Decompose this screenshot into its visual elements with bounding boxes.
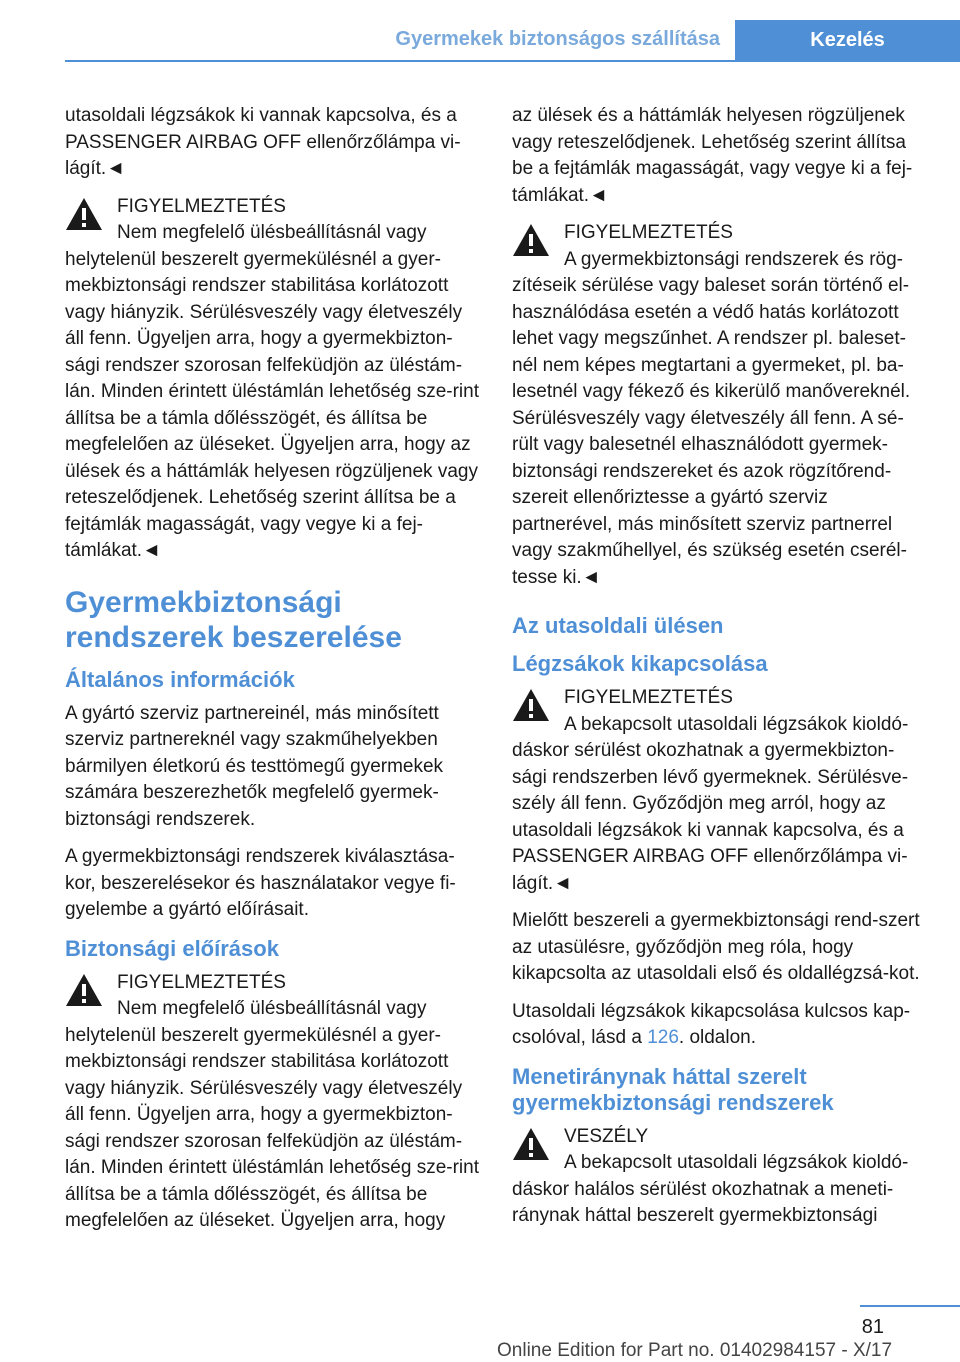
warning-title: FIGYELMEZTETÉS <box>117 971 286 993</box>
chapter-tab: Kezelés <box>735 20 960 61</box>
warning-title: FIGYELMEZTETÉS <box>564 687 733 708</box>
danger-block <box>512 1124 926 1230</box>
chapter-heading: Gyermekbiztonsági rendszerek beszerelése <box>65 585 402 654</box>
danger-text: A bekapcsolt utasoldali légzsákok kioldó-dáskor halálos sérülést okozhatnak a meneti-ránynak háttal beszerelt gyermekbiztonsági <box>512 1152 909 1226</box>
warning-triangle-icon <box>512 688 550 722</box>
section-heading-safety: Biztonsági előírások <box>65 935 279 961</box>
danger-title: VESZÉLY <box>564 1125 649 1147</box>
subsection-heading-airbag: Légzsákok kikapcsolása <box>512 651 768 676</box>
header-divider <box>65 60 960 62</box>
paragraph: Mielőtt beszereli a gyermekbiztonsági rend-szert az utasülésre, győződjön meg róla, hogy kikapcsolta az utasoldali első és oldallégzsá-kot. <box>512 910 920 984</box>
footer-divider <box>860 1305 960 1307</box>
left-column <box>65 103 479 1246</box>
paragraph: A gyártó szerviz partnereinél, más minősített szerviz partnereknél vagy szakműhelyekben bármilyen életkorú és testtömegű gyermekek számára beszerezhetők megfelelő gyermek-biztonsági rendszerek. <box>65 702 444 830</box>
warning-block <box>512 685 926 897</box>
page-reference-link[interactable]: 126 <box>647 1027 679 1048</box>
warning-title: FIGYELMEZTETÉS <box>564 222 733 243</box>
paragraph-text: Utasoldali légzsákok kikapcsolása kulcsos kap-csolóval, lásd a <box>512 1000 911 1048</box>
paragraph: az ülések és a háttámlák helyesen rögzüljenek vagy reteszelődjenek. Lehetőség szerint állítsa be a fejtámlák magasságát, vagy vegye ki a fej-támlákat.◄ <box>512 105 913 206</box>
right-column <box>512 103 926 1241</box>
edition-note: Online Edition for Part no. 01402984157 - X/17 <box>497 1340 893 1361</box>
page-number: 81 <box>861 1316 884 1338</box>
paragraph-text: . oldalon. <box>678 1027 757 1048</box>
paragraph: utasoldali légzsákok ki vannak kapcsolva, és a PASSENGER AIRBAG OFF ellenőrzőlámpa vi-lágít.◄ <box>65 105 461 179</box>
warning-block <box>65 194 479 565</box>
warning-triangle-icon <box>512 223 550 257</box>
warning-text: A bekapcsolt utasoldali légzsákok kioldó-dáskor sérülést okozhatnak a gyermekbizton-sági rendszerben lévő gyermeknek. Sérülésve-szély áll fenn. Győződjön meg arról, hogy az utasoldali légzsákok ki vannak kapcsolva, és a PASSENGER AIRBAG OFF ellenőrzőlámpa vi-lágít.◄ <box>512 713 909 894</box>
warning-text: Nem megfelelő ülésbeállításnál vagy helytelenül beszerelt gyermekülésnél a gyer-mekbiztonsági rendszer stabilitása korlátozott vagy hiányzik. Sérülésveszély vagy életveszély áll fenn. Ügyeljen arra, hogy a gyermekbizton-sági rendszer szorosan felfeküdjön az üléstám-lán. Minden érintett üléstámlán lehetőség sze-rint állítsa be a támla dőlésszögét, és állítsa be megfelelően az üléseket. Ügyeljen arra, hogy az ülések és a háttámlák helyesen rögzüljenek vagy reteszelődjenek. Lehetőség szerint állítsa be a fejtámlák magasságát, vagy vegye ki a fej-támlákat.◄ <box>65 222 480 561</box>
section-heading-rearward: Menetiránynak háttal szerelt gyermekbiztonsági rendszerek <box>512 1063 834 1115</box>
section-title: Gyermekek biztonságos szállítása <box>395 28 720 50</box>
warning-triangle-icon <box>512 1127 550 1161</box>
paragraph <box>512 999 926 1052</box>
warning-triangle-icon <box>65 197 103 231</box>
warning-text: A gyermekbiztonsági rendszerek és rög-zítéseik sérülése vagy baleset során történő el-használódása esetén a védő hatás korlátozott lehet vagy megszűnhet. A rendszer pl. baleset-nél nem képes megtartani a gyermeket, pl. ba-lesetnél vagy fékező és kikerülő manővereknél. Sérülésveszély vagy életveszély áll fenn. A sé-rült vagy balesetnél elhasználódott gyermek-biztonsági rendszereket és azok rögzítőrend-szereit ellenőriztesse a gyártó szerviz partnerével, más minősített szerviz partnerrel vagy szakműhellyel, és szükség esetén cserél-tesse ki.◄ <box>512 248 911 588</box>
warning-text: Nem megfelelő ülésbeállításnál vagy helytelenül beszerelt gyermekülésnél a gyer-mekbiztonsági rendszer stabilitása korlátozott vagy hiányzik. Sérülésveszély vagy életveszély áll fenn. Ügyeljen arra, hogy a gyermekbizton-sági rendszer szorosan felfeküdjön az üléstám-lán. Minden érintett üléstámlán lehetőség sze-rint állítsa be a támla dőlésszögét, és állítsa be megfelelően az üléseket. Ügyeljen arra, hogy <box>65 998 480 1231</box>
paragraph: A gyermekbiztonsági rendszerek kiválasztása-kor, beszerelésekor és használatakor vegye fi-gyelembe a gyártó előírásait. <box>65 846 456 920</box>
warning-triangle-icon <box>65 973 103 1007</box>
section-heading-general: Általános információk <box>65 666 295 692</box>
warning-block <box>512 220 926 591</box>
page-header <box>0 0 960 62</box>
warning-title: FIGYELMEZTETÉS <box>117 195 286 217</box>
warning-block <box>65 970 479 1235</box>
section-heading-passenger: Az utasoldali ülésen <box>512 613 724 638</box>
